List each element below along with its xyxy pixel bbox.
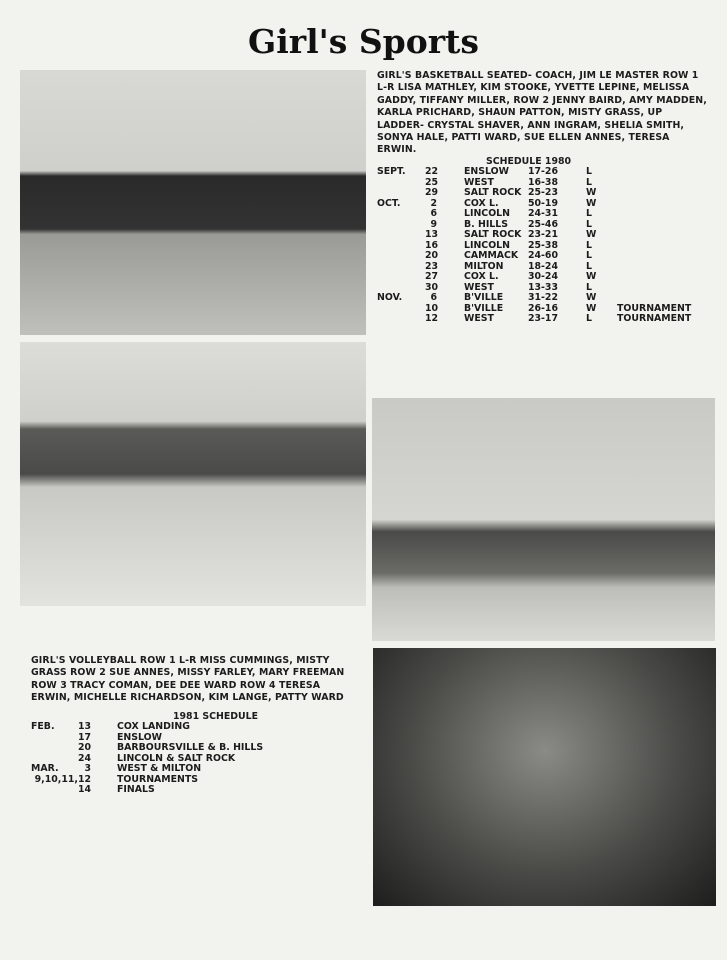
game-day: 27 (425, 271, 439, 282)
game-opponent: LINCOLN (464, 208, 510, 219)
basketball-caption: GIRL'S BASKETBALL SEATED- COACH, JIM LE MASTER ROW 1 L-R LISA MATHLEY, KIM STOOKE, YVETTE LEPINE, MELISSA GADDY, TIFFANY MILLER, ROW 2 JENNY BAIRD, AMY MADDEN, KARLA PRICHARD, SHAUN PATTON, MISTY GRASS, UP LADDER- CRYSTAL SHAVER, ANN INGRAM, SHELIA SMITH, SONYA HALE, PATTI WARD, SUE ELLEN ANNES, TERESA ERWIN. (377, 70, 707, 156)
volleyball-schedule-title: 1981 SCHEDULE (173, 711, 259, 722)
game-result: L (586, 260, 592, 272)
game-month: OCT. (377, 197, 401, 209)
event-day: 9,10,11,12 (34, 773, 91, 785)
game-day: 2 (430, 197, 437, 209)
event-name: FINALS (117, 784, 155, 795)
game-day: 9 (430, 218, 437, 230)
game-opponent: B'VILLE (464, 292, 504, 303)
game-result: W (586, 197, 597, 209)
volleyball-schedule (31, 722, 331, 796)
game-month: NOV. (377, 292, 403, 303)
event-day: 24 (77, 752, 91, 764)
game-result: L (586, 218, 592, 230)
game-day: 12 (425, 313, 439, 324)
game-result: L (586, 176, 592, 188)
schedule-row (31, 743, 331, 754)
game-opponent: LINCOLN (464, 239, 510, 251)
game-day: 6 (430, 208, 437, 219)
event-name: LINCOLN & SALT ROCK (117, 752, 236, 764)
game-score: 25-23 (528, 187, 558, 198)
game-opponent: B'VILLE (464, 302, 504, 314)
game-score: 18-24 (528, 260, 558, 272)
game-opponent: SALT ROCK (464, 229, 522, 240)
schedule-row (31, 785, 331, 796)
game-day: 25 (425, 176, 439, 188)
game-score: 24-60 (528, 250, 558, 261)
game-opponent: B. HILLS (464, 218, 509, 230)
game-score: 23-17 (528, 313, 558, 324)
game-note: TOURNAMENT (617, 302, 692, 314)
game-score: 24-31 (528, 208, 558, 219)
event-month: MAR. (31, 763, 59, 774)
event-day: 17 (77, 731, 91, 743)
page-title: Girl's Sports (248, 22, 479, 61)
game-score: 13-33 (528, 281, 558, 293)
schedule-row (377, 188, 707, 199)
game-result: W (586, 187, 597, 198)
game-day: 20 (425, 250, 439, 261)
game-opponent: SALT ROCK (464, 187, 522, 198)
game-score: 30-24 (528, 271, 558, 282)
schedule-row (31, 722, 331, 733)
schedule-row (31, 775, 331, 786)
basketball-team-photo (20, 70, 366, 335)
game-day: 16 (425, 239, 439, 251)
game-day: 30 (425, 281, 439, 293)
basketball-gym-game-photo (372, 398, 715, 641)
game-day: 23 (425, 260, 439, 272)
basketball-schedule (377, 167, 707, 325)
event-name: COX LANDING (117, 721, 190, 732)
game-score: 25-46 (528, 218, 558, 230)
schedule-row (377, 251, 707, 262)
game-result: W (586, 271, 597, 282)
game-note: TOURNAMENT (617, 313, 692, 324)
game-result: L (586, 281, 592, 293)
basketball-schedule-title: SCHEDULE 1980 (486, 156, 572, 167)
schedule-row (377, 272, 707, 283)
event-day: 3 (84, 763, 91, 774)
game-opponent: WEST (464, 176, 494, 188)
game-result: L (586, 250, 592, 261)
event-month: FEB. (31, 721, 55, 732)
schedule-row (377, 293, 707, 304)
game-score: 31-22 (528, 292, 558, 303)
game-opponent: COX L. (464, 197, 499, 209)
schedule-row (377, 230, 707, 241)
event-name: TOURNAMENTS (117, 773, 199, 785)
game-result: L (586, 208, 592, 219)
game-score: 17-26 (528, 166, 558, 177)
game-result: L (586, 313, 592, 324)
schedule-row (377, 167, 707, 178)
basketball-game-photo (20, 342, 366, 606)
game-score: 26-16 (528, 302, 558, 314)
game-day: 29 (425, 187, 439, 198)
game-opponent: CAMMACK (464, 250, 519, 261)
event-day: 13 (77, 721, 91, 732)
game-result: W (586, 302, 597, 314)
game-opponent: WEST (464, 313, 494, 324)
game-score: 16-38 (528, 176, 558, 188)
game-result: L (586, 166, 592, 177)
event-name: BARBOURSVILLE & B. HILLS (117, 742, 264, 753)
game-score: 23-21 (528, 229, 558, 240)
game-result: W (586, 229, 597, 240)
game-score: 50-19 (528, 197, 558, 209)
game-opponent: COX L. (464, 271, 499, 282)
game-opponent: MILTON (464, 260, 504, 272)
game-result: W (586, 292, 597, 303)
game-day: 22 (425, 166, 439, 177)
game-day: 13 (425, 229, 439, 240)
schedule-row (31, 764, 331, 775)
game-day: 6 (430, 292, 437, 303)
schedule-row (377, 209, 707, 220)
event-day: 14 (77, 784, 91, 795)
game-opponent: WEST (464, 281, 494, 293)
game-result: L (586, 239, 592, 251)
game-opponent: ENSLOW (464, 166, 509, 177)
game-month: SEPT. (377, 166, 406, 177)
schedule-row (377, 314, 707, 325)
volleyball-team-photo (373, 648, 716, 906)
event-name: ENSLOW (117, 731, 162, 743)
game-score: 25-38 (528, 239, 558, 251)
volleyball-caption: GIRL'S VOLLEYBALL ROW 1 L-R MISS CUMMINGS, MISTY GRASS ROW 2 SUE ANNES, MISSY FARLEY, MARY FREEMAN ROW 3 TRACY COMAN, DEE DEE WARD ROW 4 TERESA ERWIN, MICHELLE RICHARDSON, KIM LANGE, PATTY WARD (31, 655, 345, 704)
game-day: 10 (425, 302, 439, 314)
event-day: 20 (77, 742, 91, 753)
event-name: WEST & MILTON (117, 763, 202, 774)
